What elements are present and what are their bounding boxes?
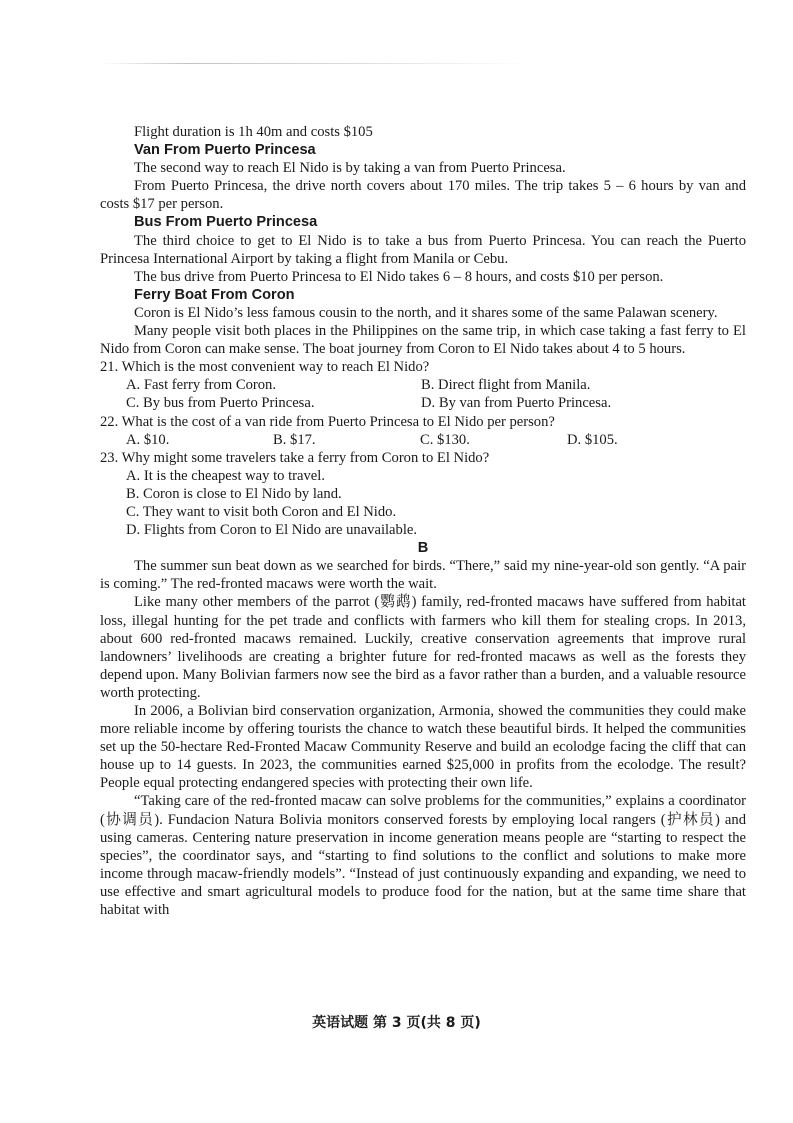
question-23-option-c: C. They want to visit both Coron and El Nido. xyxy=(126,503,397,520)
bus-heading: Bus From Puerto Princesa xyxy=(134,214,318,231)
ferry-heading: Ferry Boat From Coron xyxy=(134,286,295,303)
ferry-paragraph-1: Coron is El Nido’s less famous cousin to the north, and it shares some of the same Palawan scenery. xyxy=(134,304,718,321)
van-paragraph-1: The second way to reach El Nido is by taking a van from Puerto Princesa. xyxy=(134,160,566,177)
question-21-options-row2 xyxy=(100,394,746,412)
question-22-option-b: B. $17. xyxy=(273,431,316,448)
passage-b-paragraph-4: “Taking care of the red-fronted macaw can solve problems for the communities,” explains a coordinator (协调员). Fundacion Natura Bolivia monitors conserved forests by employing local rangers (护林员) and using cameras. Centering nature preservation in income generation means people are “starting to respect the species”, the coordinator says, and “starting to find solutions to the conflict and solutions to make more income through macaw-friendly models”. “Instead of just continuously expanding and expanding, we need to use effective and smart agricultural models to produce food for the nation, but at the same time share that habitat with xyxy=(100,793,746,919)
bus-paragraph-2: The bus drive from Puerto Princesa to El Nido takes 6 – 8 hours, and costs $10 per person. xyxy=(134,268,664,285)
question-22-stem: 22. What is the cost of a van ride from Puerto Princesa to El Nido per person? xyxy=(100,413,555,430)
passage-b-paragraph-3: In 2006, a Bolivian bird conservation organization, Armonia, showed the communities they could make more reliable income by offering tourists the chance to watch these beautiful birds. It helped the communities set up the 50-hectare Red-Fronted Macaw Community Reserve and build an ecolodge facing the cliff that can house up to 14 guests. In 2023, the communities earned $25,000 in profits from the ecolodge. The result? People equal protecting endangered species with protecting their own life. xyxy=(100,703,746,792)
page-footer: 英语试题 第 3 页(共 8 页) xyxy=(312,1015,481,1031)
question-21-option-d: D. By van from Puerto Princesa. xyxy=(421,395,612,412)
page-content xyxy=(100,123,746,919)
question-23-option-b: B. Coron is close to El Nido by land. xyxy=(126,485,342,502)
header-rule xyxy=(100,63,530,64)
question-23-option-c-row xyxy=(100,503,746,521)
question-21-stem: 21. Which is the most convenient way to reach El Nido? xyxy=(100,359,430,376)
bus-paragraph-1: The third choice to get to El Nido is to take a bus from Puerto Princesa. You can reach the Puerto Princesa International Airport by taking a flight from Manila or Cebu. xyxy=(100,232,746,267)
question-21-options xyxy=(100,376,746,394)
question-22-option-d: D. $105. xyxy=(567,431,618,448)
question-23-stem: 23. Why might some travelers take a ferry from Coron to El Nido? xyxy=(100,449,490,466)
flight-duration-line: Flight duration is 1h 40m and costs $105 xyxy=(134,124,373,140)
question-23-option-d: D. Flights from Coron to El Nido are unavailable. xyxy=(126,522,418,539)
question-23-option-a-row xyxy=(100,467,746,485)
question-21-option-a: A. Fast ferry from Coron. xyxy=(126,377,276,394)
question-22-option-a: A. $10. xyxy=(126,431,170,448)
question-23-option-d-row xyxy=(100,521,746,539)
question-22-options xyxy=(100,431,746,449)
section-b-label: B xyxy=(417,540,429,557)
passage-b-paragraph-2: Like many other members of the parrot (鹦鹉) family, red-fronted macaws have suffered from habitat loss, illegal hunting for the pet trade and conflicts with farmers who kill them for stealing crops. In 2013, about 600 red-fronted macaws remained. Luckily, creative conservation agreements that improve rural landowners’ livelihoods are creating a brighter future for red-fronted macaws as well as the forests they depend upon. Many Bolivian farmers now see the bird as a favor rather than a burden, and a valuable resource worth protecting. xyxy=(100,594,746,701)
passage-b-paragraph-1: The summer sun beat down as we searched for birds. “There,” said my nine-year-old son gently. “A pair is coming.” The red-fronted macaws were worth the wait. xyxy=(100,558,746,593)
van-paragraph-2: From Puerto Princesa, the drive north covers about 170 miles. The trip takes 5 – 6 hours by van and costs $17 per person. xyxy=(100,178,746,213)
question-21-option-b: B. Direct flight from Manila. xyxy=(421,377,591,394)
question-21-option-c: C. By bus from Puerto Princesa. xyxy=(126,395,315,412)
question-23-option-b-row xyxy=(100,485,746,503)
question-23-option-a: A. It is the cheapest way to travel. xyxy=(126,467,325,484)
van-heading: Van From Puerto Princesa xyxy=(134,142,316,159)
question-22-option-c: C. $130. xyxy=(420,431,470,448)
ferry-paragraph-2: Many people visit both places in the Philippines on the same trip, in which case taking a fast ferry to El Nido from Coron can make sense. The boat journey from Coron to El Nido takes about 4 to 5 hours. xyxy=(100,323,746,358)
